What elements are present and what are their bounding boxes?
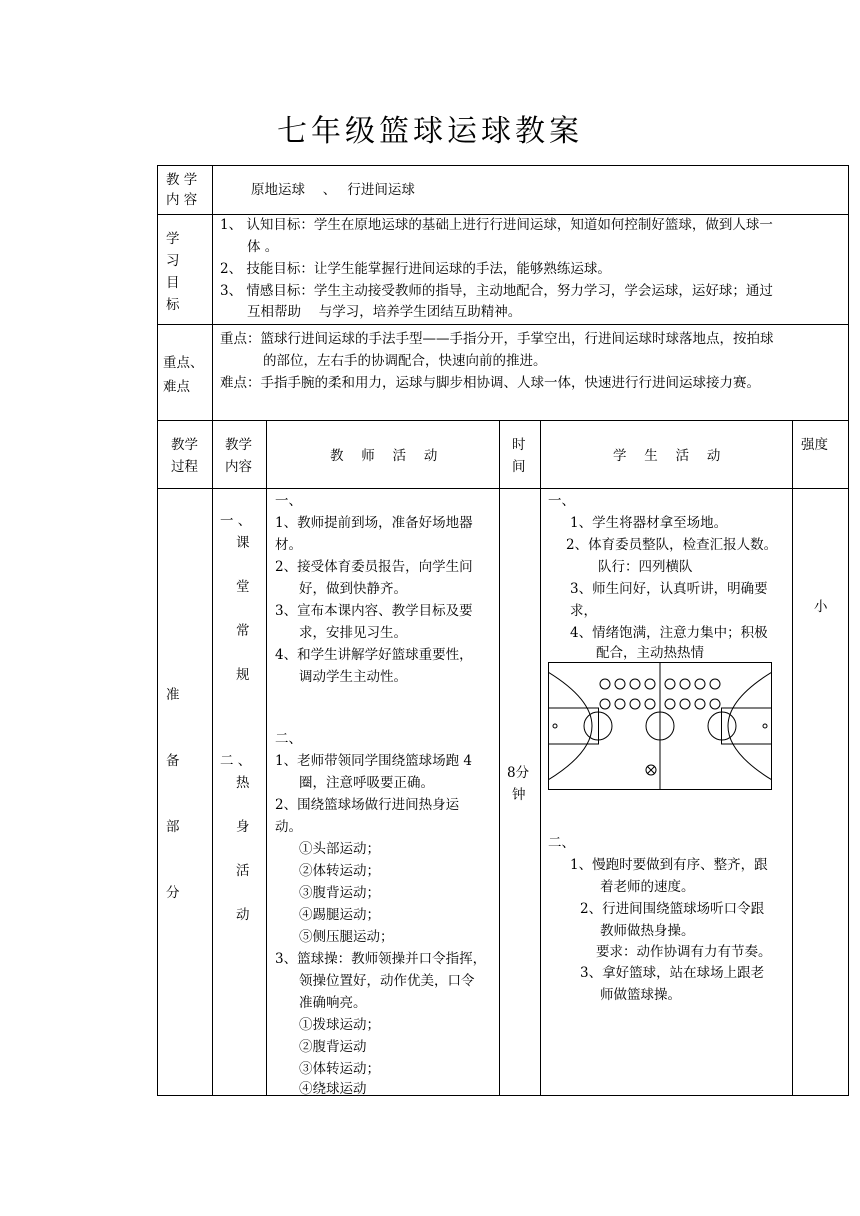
content-char: 堂 xyxy=(236,579,250,595)
content-section-1: 一 、 xyxy=(220,513,252,529)
table-border-left xyxy=(157,165,158,1096)
header-time-b: 间 xyxy=(512,459,526,475)
row2-label-char: 标 xyxy=(166,297,180,313)
table-rule xyxy=(157,488,849,489)
teacher-line: 材。 xyxy=(275,537,302,553)
objective-line: 体 。 xyxy=(247,239,279,255)
keypoint-line: 难点：手指手腕的柔和用力，运球与脚步相协调、人球一体，快速进行行进间运球接力赛。 xyxy=(220,375,760,391)
teacher-line: ③体转运动； xyxy=(299,1061,380,1077)
objective-line: 2、 技能目标：让学生能掌握行进间运球的手法，能够熟练运球。 xyxy=(220,261,611,277)
teacher-line: 调动学生主动性。 xyxy=(299,669,407,685)
process-char: 分 xyxy=(166,885,180,901)
student-line: 2、行进间围绕篮球场听口令跟 xyxy=(580,901,765,917)
teacher-line: 准确响亮。 xyxy=(299,995,367,1011)
header-teacher: 教 师 活 动 xyxy=(330,448,438,464)
table-rule xyxy=(792,420,793,1096)
table-rule xyxy=(499,420,500,1096)
header-content-a: 教学 xyxy=(225,437,252,453)
student-line: 一、 xyxy=(548,493,575,509)
table-rule xyxy=(266,420,267,1096)
teacher-line: 求，安排见习生。 xyxy=(299,625,407,641)
header-process-a: 教学 xyxy=(171,437,198,453)
teacher-line: ④踢腿运动； xyxy=(299,907,380,923)
process-char: 备 xyxy=(166,753,180,769)
row2-label-char: 习 xyxy=(166,253,180,269)
header-process-b: 过程 xyxy=(171,459,198,475)
student-line: 教师做热身操。 xyxy=(600,923,695,939)
teacher-line: ②腹背运动 xyxy=(299,1039,367,1055)
table-border-right xyxy=(848,165,849,1096)
row1-label-b: 内 容 xyxy=(166,192,198,208)
content-char: 活 xyxy=(236,863,250,879)
student-line: 二、 xyxy=(548,835,575,851)
content-char: 规 xyxy=(236,667,250,683)
teacher-line: 好，做到快静齐。 xyxy=(299,581,407,597)
objective-line: 互相帮助 与学习，培养学生团结互助精神。 xyxy=(247,304,522,320)
header-student: 学 生 活 动 xyxy=(613,448,721,464)
table-rule xyxy=(540,420,541,1096)
content-char: 身 xyxy=(236,819,250,835)
header-content-b: 内容 xyxy=(225,459,252,475)
table-rule xyxy=(157,420,849,421)
header-intensity: 强度 xyxy=(801,437,828,453)
teacher-line: 圈，注意呼吸要正确。 xyxy=(299,775,434,791)
teacher-line: 3、篮球操：教师领操并口令指挥， xyxy=(275,951,487,967)
intensity-value: 小 xyxy=(814,599,828,615)
student-line: 3、拿好篮球，站在球场上跟老 xyxy=(580,965,765,981)
teacher-line: 二、 xyxy=(275,731,302,747)
teacher-line: ⑤侧压腿运动； xyxy=(299,929,394,945)
basketball-court-diagram xyxy=(548,662,772,790)
student-line: 队行：四列横队 xyxy=(598,559,693,575)
student-line: 要求：动作协调有力有节奏。 xyxy=(596,944,772,960)
row1-label-a: 教 学 xyxy=(166,172,198,188)
teacher-line: 3、宣布本课内容、教学目标及要 xyxy=(275,603,473,619)
teacher-line: 动。 xyxy=(275,819,302,835)
table-border-top xyxy=(157,165,849,166)
table-rule xyxy=(157,324,849,325)
student-line: 师做篮球操。 xyxy=(600,987,681,1003)
student-line: 4、情绪饱满，注意力集中；积极 xyxy=(570,625,768,641)
teacher-line: ②体转运动； xyxy=(299,863,380,879)
table-rule xyxy=(212,165,213,1096)
keypoint-line: 重点：篮球行进间运球的手法手型——手指分开，手掌空出，行进间运球时球落地点，按拍球 xyxy=(220,331,774,347)
teacher-line: 1、教师提前到场，准备好场地器 xyxy=(275,515,473,531)
keypoint-line: 的部位，左右手的协调配合，快速向前的推进。 xyxy=(263,353,547,369)
teacher-line: 2、接受体育委员报告，向学生问 xyxy=(275,559,473,575)
header-time-a: 时 xyxy=(512,437,526,453)
teacher-line: 4、和学生讲解学好篮球重要性， xyxy=(275,647,473,663)
process-char: 准 xyxy=(166,687,180,703)
objective-line: 3、 情感目标：学生主动接受教师的指导，主动地配合，努力学习，学会运球，运好球；通过 xyxy=(220,283,773,299)
table-border-bottom xyxy=(157,1095,849,1096)
teacher-line: 1、老师带领同学围绕篮球场跑 4 xyxy=(275,753,472,769)
process-char: 部 xyxy=(166,819,180,835)
teacher-line: ③腹背运动； xyxy=(299,885,380,901)
student-line: 求， xyxy=(570,603,597,619)
teacher-line: 领操位置好，动作优美，口令 xyxy=(299,973,475,989)
teacher-line: ①头部运动； xyxy=(299,841,380,857)
row3-label-a: 重点、 xyxy=(163,355,204,371)
student-line: 着老师的速度。 xyxy=(600,879,695,895)
student-line: 配合，主动热热情 xyxy=(596,645,704,661)
teacher-line: 2、围绕篮球场做行进间热身运 xyxy=(275,797,460,813)
content-char: 常 xyxy=(236,623,250,639)
teacher-line: ④绕球运动 xyxy=(299,1081,367,1097)
content-char: 动 xyxy=(236,907,250,923)
row2-label-char: 目 xyxy=(166,275,180,291)
time-value-a: 8分 xyxy=(507,765,530,781)
teacher-line: ①拨球运动； xyxy=(299,1017,380,1033)
teacher-line: 一、 xyxy=(275,493,302,509)
student-line: 2、体育委员整队，检查汇报人数。 xyxy=(566,537,778,553)
student-line: 3、师生问好，认真听讲，明确要 xyxy=(570,581,768,597)
row3-label-b: 难点 xyxy=(163,379,190,395)
student-line: 1、慢跑时要做到有序、整齐，跟 xyxy=(570,857,768,873)
student-line: 1、学生将器材拿至场地。 xyxy=(570,515,728,531)
row1-content: 原地运球 、 行进间运球 xyxy=(251,182,415,198)
time-value-b: 钟 xyxy=(512,787,526,803)
content-char: 热 xyxy=(236,775,250,791)
row2-label-char: 学 xyxy=(166,231,180,247)
objective-line: 1、 认知目标：学生在原地运球的基础上进行行进间运球，知道如何控制好篮球，做到人球一 xyxy=(220,217,773,233)
page-title: 七年级篮球运球教案 xyxy=(277,114,583,149)
content-char: 课 xyxy=(236,535,250,551)
content-section-2: 二 、 xyxy=(220,753,252,769)
